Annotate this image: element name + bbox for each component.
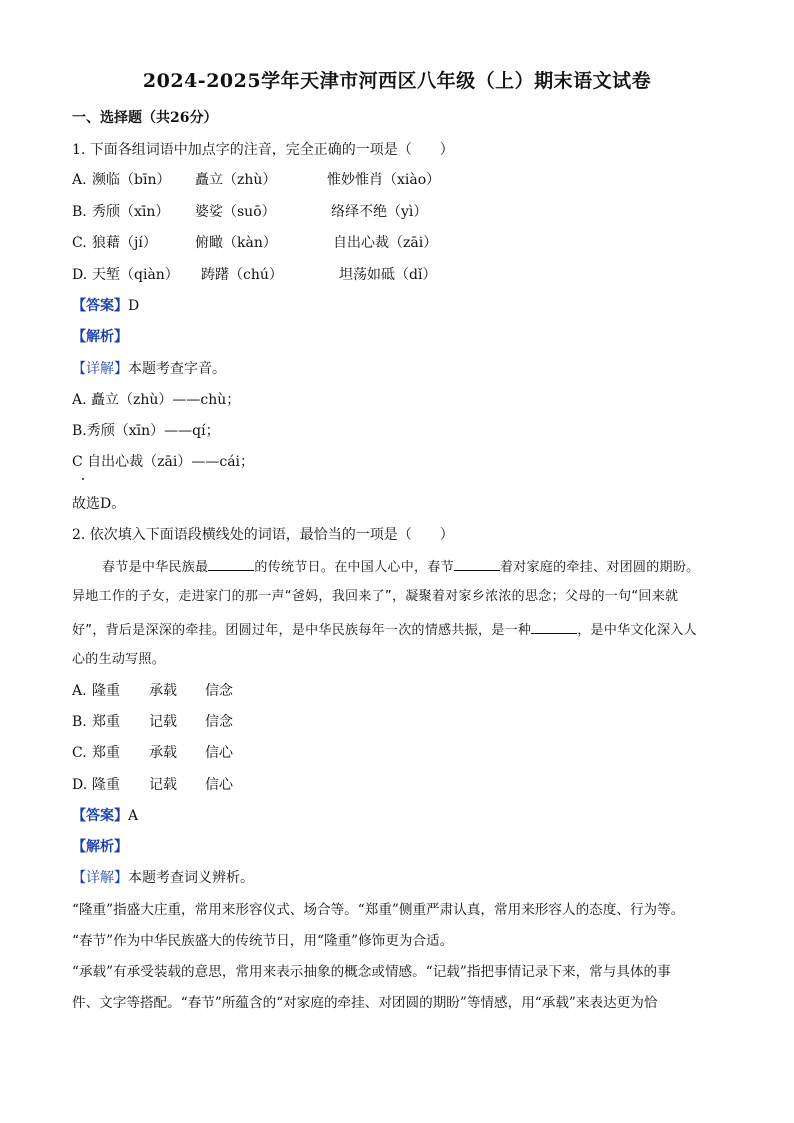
- option-word-2: 踌躇（chú）: [201, 267, 283, 283]
- option-word-1: 隆重: [92, 777, 120, 793]
- option-label: D.: [72, 267, 88, 283]
- passage-text: 着对家庭的牵挂、对团圆的期盼。: [499, 560, 700, 575]
- answer-tag: 【答案】: [72, 808, 128, 824]
- q2-analysis-tag: [72, 837, 128, 857]
- passage-line-2: 异地工作的子女，走进家门的那一声“爸妈，我回来了”，凝聚着对家乡浓浓的思念；父母的一句“回来就: [72, 589, 679, 604]
- option-word-3: 络绎不绝（yì）: [331, 204, 428, 220]
- q1-detail: [72, 359, 226, 379]
- option-word-3: 信心: [205, 777, 233, 793]
- option-label: B.: [72, 204, 87, 220]
- option-word-1: 秀颀（xīn）: [92, 204, 170, 220]
- detail-text: 本题考查字音。: [128, 361, 226, 377]
- option-word-3: 信心: [205, 745, 233, 761]
- section-heading: 一、选择题（共26分）: [72, 110, 218, 126]
- option-label: A.: [72, 683, 87, 699]
- q1-stem: 1. 下面各组词语中加点字的注音，完全正确的一项是（ ）: [72, 142, 454, 158]
- fill-blank: [531, 619, 577, 634]
- q2-explanation-2: “春节”作为中华民族盛大的传统节日，用“隆重”修饰更为合适。: [72, 933, 454, 949]
- option-word-1: 天堑（qiàn）: [92, 267, 179, 283]
- option-label: B.: [72, 714, 87, 730]
- stray-mark: [82, 478, 84, 480]
- answer-value: D: [128, 298, 140, 314]
- q2-explanation-3: “承载”有承受装载的意思，常用来表示抽象的概念或情感。“记载”指把事情记录下来，常与具体的事: [72, 964, 671, 980]
- q1-analysis-tag: [72, 327, 128, 347]
- detail-tag: 【详解】: [72, 361, 128, 377]
- option-word-2: 记载: [149, 777, 177, 793]
- passage-line-3: [72, 619, 697, 641]
- q2-answer: [72, 806, 138, 826]
- fill-blank: [208, 556, 254, 571]
- q2-detail: [72, 868, 254, 888]
- passage-line-1: [102, 556, 699, 578]
- q1-answer: [72, 296, 139, 316]
- q1-correction-a: A. 矗立（zhù）——chù；: [72, 392, 241, 408]
- passage-line-4: 心的生动写照。: [72, 652, 166, 667]
- detail-text: 本题考查词义辨析。: [128, 870, 254, 886]
- option-word-1: 濒临（bīn）: [92, 172, 171, 188]
- option-word-1: 狼藉（jí）: [92, 235, 157, 251]
- q1-correction-b: B.秀颀（xīn）——qí；: [72, 423, 220, 439]
- q2-explanation-1: “隆重”指盛大庄重，常用来形容仪式、场合等。“郑重”侧重严肃认真，常用来形容人的态度、行为等。: [72, 902, 685, 918]
- analysis-tag: 【解析】: [72, 839, 128, 855]
- page-title: 2024-2025学年天津市河西区八年级（上）期末语文试卷: [142, 70, 652, 92]
- option-label: A.: [72, 172, 87, 188]
- q2-stem: 2. 依次填入下面语段横线处的词语，最恰当的一项是（ ）: [72, 527, 454, 543]
- option-word-2: 矗立（zhù）: [195, 172, 277, 188]
- fill-blank: [454, 556, 500, 571]
- analysis-tag: 【解析】: [72, 329, 128, 345]
- passage-text: 的传统节日。在中国人心中，春节: [254, 560, 454, 575]
- answer-tag: 【答案】: [72, 298, 128, 314]
- option-label: D.: [72, 777, 88, 793]
- option-word-2: 俯瞰（kàn）: [195, 235, 277, 251]
- option-word-3: 信念: [205, 683, 233, 699]
- passage-text: 好”，背后是深深的牵挂。团圆过年，是中华民族每年一次的情感共振，是一种: [72, 623, 532, 638]
- q1-correction-c: C 自出心裁（zāi）——cái；: [72, 454, 255, 470]
- option-label: C.: [72, 745, 87, 761]
- q1-conclusion: 故选D。: [72, 496, 126, 512]
- option-word-2: 承载: [149, 745, 177, 761]
- passage-text: 春节是中华民族最: [102, 560, 209, 575]
- option-word-1: 隆重: [92, 683, 120, 699]
- option-word-1: 郑重: [92, 714, 120, 730]
- option-word-3: 惟妙惟肖（xiào）: [327, 172, 441, 188]
- option-word-2: 婆娑（suō）: [195, 204, 276, 220]
- q2-explanation-4: 件、文字等搭配。“春节”所蕴含的“对家庭的牵挂、对团圆的期盼”等情感，用“承载”来表达更为恰: [72, 995, 658, 1011]
- option-label: C.: [72, 235, 87, 251]
- option-word-3: 自出心裁（zāi）: [333, 235, 438, 251]
- option-word-3: 信念: [205, 714, 233, 730]
- passage-text: ，是中华文化深入人: [577, 623, 697, 638]
- option-word-2: 记载: [149, 714, 177, 730]
- option-word-2: 承载: [149, 683, 177, 699]
- option-word-1: 郑重: [92, 745, 120, 761]
- detail-tag: 【详解】: [72, 870, 128, 886]
- option-word-3: 坦荡如砥（dǐ）: [339, 267, 437, 283]
- answer-value: A: [128, 808, 139, 824]
